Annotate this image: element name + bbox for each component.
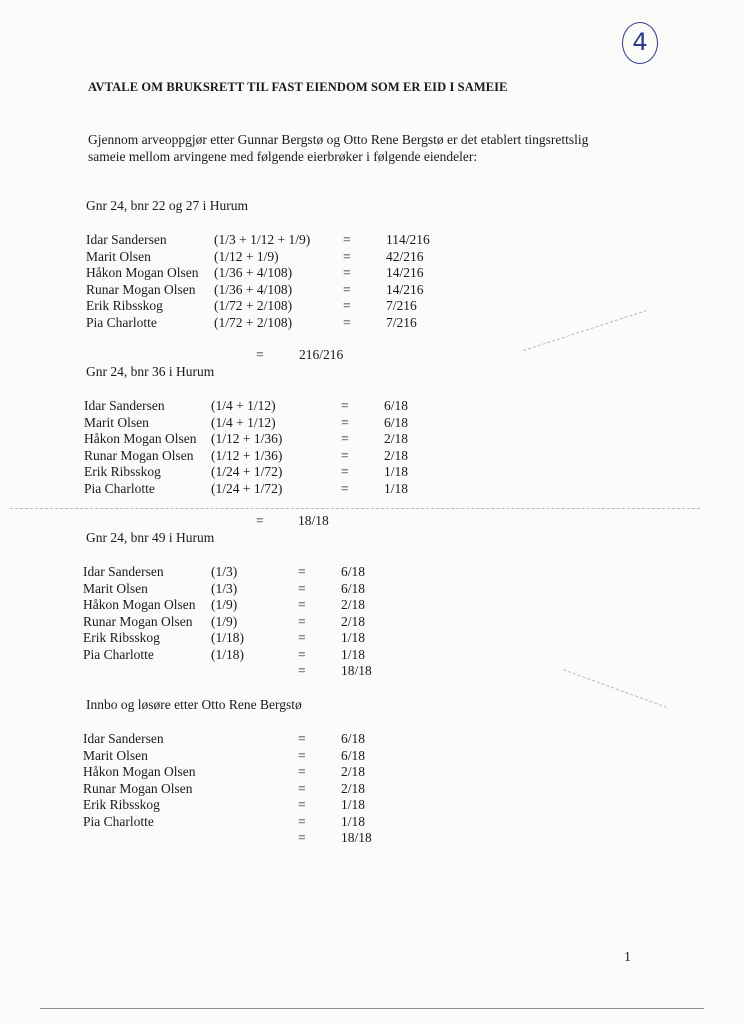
share-formula: (1/18) [211,630,244,646]
table-row [0,730,744,747]
total-equals: = [256,347,264,362]
table-row [0,248,744,265]
equals-sign: = [298,564,306,579]
table-row [0,397,744,414]
table-row [0,281,744,298]
share-fraction: 1/18 [341,647,366,662]
section-heading: Gnr 24, bnr 22 og 27 i Hurum [86,198,248,213]
share-formula: (1/3) [211,580,238,596]
equals-sign: = [298,780,306,796]
heir-name: Idar Sandersen [83,564,164,579]
heir-name: Marit Olsen [86,248,151,264]
heir-name: Håkon Mogan Olsen [84,431,197,447]
equals-sign: = [343,298,351,314]
equals-sign: = [343,248,351,264]
heir-name: Marit Olsen [84,414,149,430]
share-fraction: 2/18 [341,764,366,780]
table-row [0,264,744,281]
table-row [0,414,744,431]
share-formula: (1/4 + 1/12) [211,398,276,413]
share-formula: (1/36 + 4/108) [214,281,293,297]
table-row [0,813,744,830]
share-formula: (1/12 + 1/36) [211,431,283,447]
share-formula: (1/24 + 1/72) [211,481,283,496]
table-row [0,796,744,813]
share-fraction: 1/18 [341,814,366,829]
share-fraction: 1/18 [341,797,366,813]
share-formula: (1/9) [211,613,238,629]
bottom-edge-line [40,1008,704,1009]
share-fraction: 6/18 [341,731,366,746]
table-row [0,747,744,764]
heir-name: Erik Ribsskog [83,630,160,646]
equals-sign: = [298,580,306,596]
share-fraction: 2/18 [384,447,409,463]
total-equals: = [256,513,264,528]
share-fraction: 6/18 [384,398,409,413]
share-fraction: 2/18 [384,431,409,447]
share-formula: (1/18) [211,647,244,662]
heir-name: Runar Mogan Olsen [83,613,193,629]
heir-name: Håkon Mogan Olsen [86,265,199,281]
equals-sign: = [341,481,349,496]
share-formula: (1/24 + 1/72) [211,464,283,480]
share-fraction: 6/18 [384,414,409,430]
heir-name: Erik Ribsskog [84,464,161,480]
table-row [0,629,744,646]
table-row [0,297,744,314]
share-fraction: 6/18 [341,747,366,763]
equals-sign: = [298,647,306,662]
heir-name: Marit Olsen [83,747,148,763]
table-row [0,563,744,580]
share-formula: (1/3 + 1/12 + 1/9) [214,232,311,247]
heir-name: Runar Mogan Olsen [86,281,196,297]
equals-sign: = [343,232,351,247]
heir-name: Erik Ribsskog [86,298,163,314]
handwritten-page-marker: 4 [622,22,658,64]
share-fraction: 7/216 [386,298,417,314]
share-fraction: 6/18 [341,564,366,579]
heir-name: Runar Mogan Olsen [84,447,194,463]
equals-sign: = [341,414,349,430]
heir-name: Håkon Mogan Olsen [83,597,196,613]
heir-name: Pia Charlotte [86,315,157,330]
heir-name: Runar Mogan Olsen [83,780,193,796]
table-row [0,580,744,597]
table-row [0,231,744,248]
table-row [0,430,744,447]
table-row [0,596,744,613]
share-fraction: 2/18 [341,613,366,629]
table-row [0,314,744,331]
share-formula: (1/9) [211,597,238,613]
equals-sign: = [298,797,306,813]
table-row [0,646,744,663]
share-formula: (1/3) [211,564,238,579]
equals-sign: = [298,597,306,613]
total-equals: = [298,830,306,845]
total-equals: = [298,663,306,678]
heir-name: Idar Sandersen [83,731,164,746]
table-row [0,480,744,497]
heir-name: Idar Sandersen [86,232,167,247]
share-formula: (1/12 + 1/36) [211,447,283,463]
equals-sign: = [343,265,351,281]
share-fraction: 1/18 [384,481,409,496]
section-heading: Gnr 24, bnr 49 i Hurum [86,530,215,545]
table-row [0,447,744,464]
page-number: 1 [624,950,631,965]
paper-fold-line [10,508,700,509]
share-formula: (1/4 + 1/12) [211,414,276,430]
heir-name: Erik Ribsskog [83,797,160,813]
share-fraction: 14/216 [386,265,424,281]
document-title: AVTALE OM BRUKSRETT TIL FAST EIENDOM SOM ER EID I SAMEIE [88,80,508,94]
equals-sign: = [341,464,349,480]
share-fraction: 114/216 [386,232,430,247]
share-fraction: 42/216 [386,248,424,264]
share-formula: (1/72 + 2/108) [214,298,293,314]
total-share: 18/18 [341,830,372,845]
equals-sign: = [343,315,351,330]
intro-line-2: sameie mellom arvingene med følgende eierbrøker i følgende eiendeler: [88,149,478,164]
total-share: 18/18 [341,663,372,678]
equals-sign: = [298,747,306,763]
heir-name: Pia Charlotte [83,814,154,829]
section-heading: Gnr 24, bnr 36 i Hurum [86,364,215,379]
equals-sign: = [298,764,306,780]
total-share: 216/216 [299,347,344,362]
section-heading: Innbo og løsøre etter Otto Rene Bergstø [86,697,302,712]
equals-sign: = [298,613,306,629]
equals-sign: = [298,630,306,646]
share-formula: (1/36 + 4/108) [214,265,293,281]
share-formula: (1/12 + 1/9) [214,248,279,264]
table-row [0,613,744,630]
table-row [0,463,744,480]
intro-line-1: Gjennom arveoppgjør etter Gunnar Bergstø og Otto Rene Bergstø er det etablert tingsrettslig [88,132,589,147]
share-fraction: 14/216 [386,281,424,297]
share-fraction: 1/18 [341,630,366,646]
heir-name: Håkon Mogan Olsen [83,764,196,780]
equals-sign: = [298,814,306,829]
equals-sign: = [298,731,306,746]
paper-crease [563,669,667,708]
share-fraction: 7/216 [386,315,417,330]
heir-name: Pia Charlotte [84,481,155,496]
equals-sign: = [341,447,349,463]
share-fraction: 2/18 [341,597,366,613]
share-fraction: 6/18 [341,580,366,596]
share-fraction: 2/18 [341,780,366,796]
table-row [0,780,744,797]
heir-name: Idar Sandersen [84,398,165,413]
equals-sign: = [343,281,351,297]
share-fraction: 1/18 [384,464,409,480]
heir-name: Marit Olsen [83,580,148,596]
heir-name: Pia Charlotte [83,647,154,662]
share-formula: (1/72 + 2/108) [214,315,293,330]
equals-sign: = [341,431,349,447]
total-share: 18/18 [298,513,329,528]
equals-sign: = [341,398,349,413]
table-row [0,763,744,780]
